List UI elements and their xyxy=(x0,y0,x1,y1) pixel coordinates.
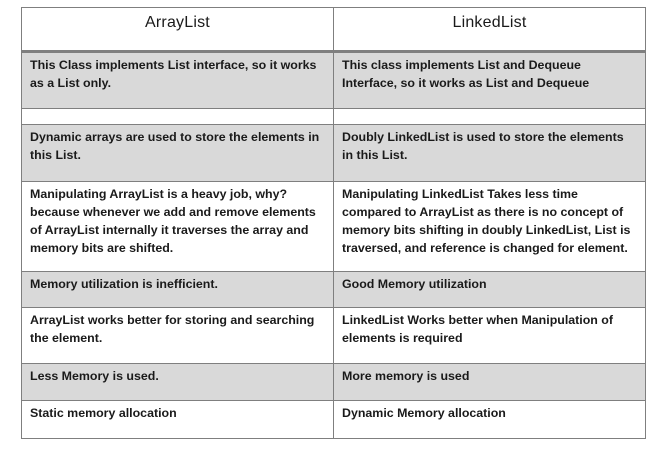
table-row xyxy=(22,125,646,182)
table-row-empty xyxy=(22,109,646,125)
table-row xyxy=(22,364,646,401)
table-row xyxy=(22,272,646,308)
comparison-table xyxy=(21,7,646,439)
table-cell-linkedlist: Dynamic Memory allocation xyxy=(334,401,646,439)
header-linkedlist: LinkedList xyxy=(334,8,646,52)
table-cell-arraylist: Static memory allocation xyxy=(22,401,334,439)
table-cell-linkedlist xyxy=(334,109,646,125)
table-cell-arraylist: Memory utilization is inefficient. xyxy=(22,272,334,308)
table-cell-linkedlist: Manipulating LinkedList Takes less time compared to ArrayList as there is no concept of memory bits shifting in doubly LinkedList, List is traversed, and reference is changed for element. xyxy=(334,182,646,272)
table-cell-linkedlist: This class implements List and Dequeue Interface, so it works as List and Dequeue xyxy=(334,52,646,109)
table-cell-arraylist: ArrayList works better for storing and searching the element. xyxy=(22,308,334,364)
table-row xyxy=(22,182,646,272)
header-arraylist: ArrayList xyxy=(22,8,334,52)
table-cell-arraylist: Manipulating ArrayList is a heavy job, why? because whenever we add and remove elements of ArrayList internally it traverses the array and memory bits are shifted. xyxy=(22,182,334,272)
table-row xyxy=(22,52,646,109)
table-cell-arraylist: Dynamic arrays are used to store the elements in this List. xyxy=(22,125,334,182)
table-row xyxy=(22,401,646,439)
table-cell-arraylist xyxy=(22,109,334,125)
table-row xyxy=(22,308,646,364)
table-cell-linkedlist: LinkedList Works better when Manipulation of elements is required xyxy=(334,308,646,364)
table-cell-linkedlist: More memory is used xyxy=(334,364,646,401)
table-cell-linkedlist: Doubly LinkedList is used to store the elements in this List. xyxy=(334,125,646,182)
table-cell-arraylist: Less Memory is used. xyxy=(22,364,334,401)
table-cell-arraylist: This Class implements List interface, so it works as a List only. xyxy=(22,52,334,109)
header-row xyxy=(22,8,646,52)
table-cell-linkedlist: Good Memory utilization xyxy=(334,272,646,308)
